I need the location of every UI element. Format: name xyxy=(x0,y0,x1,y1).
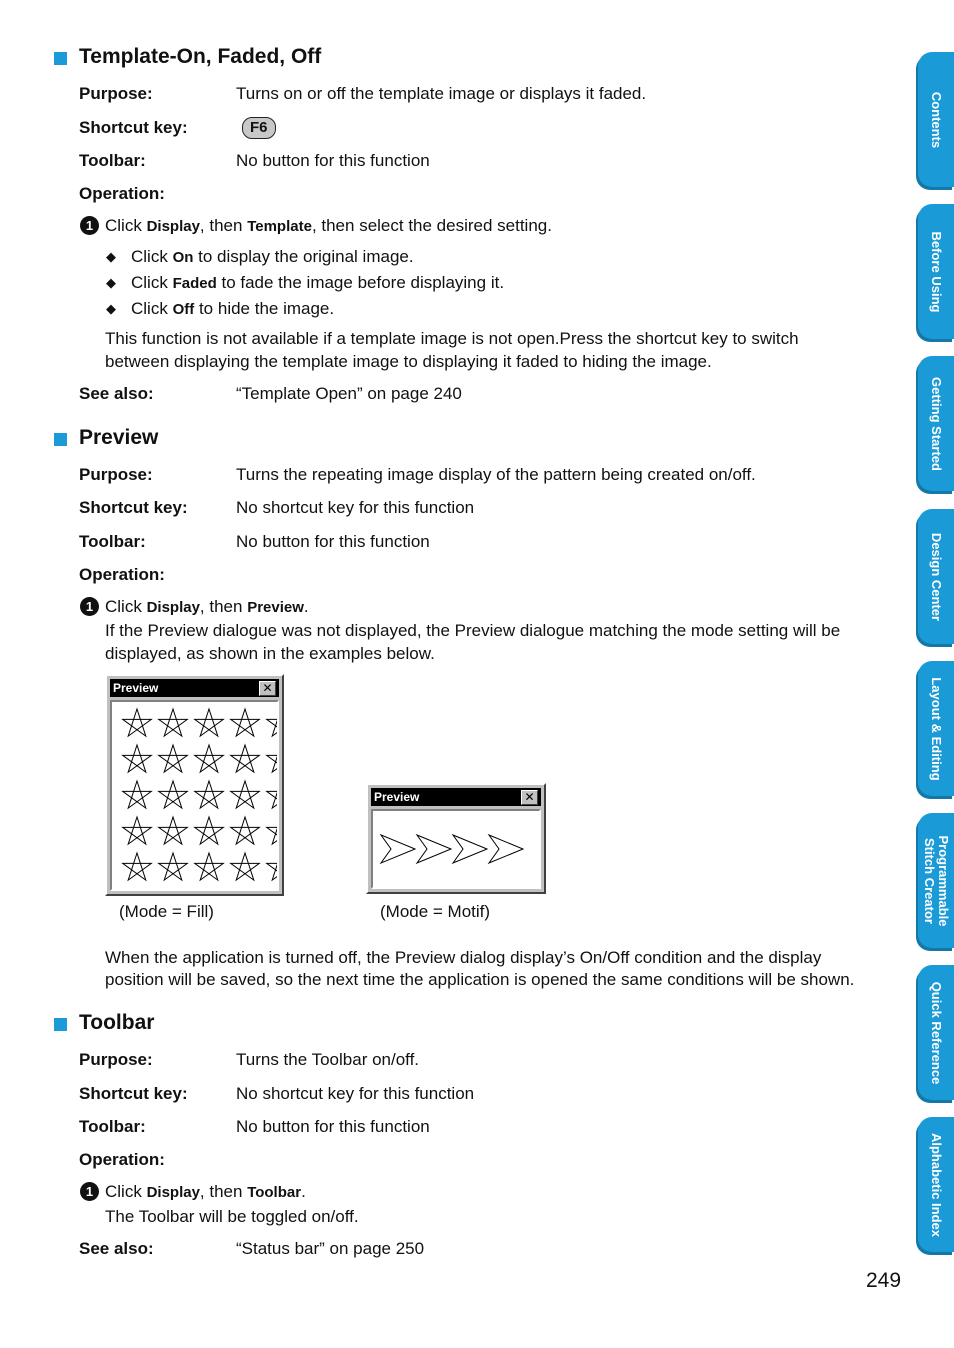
shortcut-label: Shortcut key: xyxy=(79,1084,188,1103)
tab-programmable-stitch-creator[interactable] xyxy=(918,813,954,948)
bullet-item: Click Off to hide the image. xyxy=(131,299,335,318)
arrow-motif xyxy=(381,835,415,863)
tab-contents[interactable] xyxy=(918,52,954,187)
star-motif xyxy=(267,853,277,880)
toolbar-value: No button for this function xyxy=(236,151,430,170)
window-title: Preview xyxy=(113,681,159,695)
see-also-link[interactable]: “Template Open” on page 240 xyxy=(236,384,462,403)
star-motif xyxy=(195,745,224,772)
shortcut-label: Shortcut key: xyxy=(79,118,188,137)
toolbar-label: Toolbar: xyxy=(79,532,146,551)
arrow-pattern-motif xyxy=(373,811,539,887)
step-text: Click Display, then Template, then select the desired setting. xyxy=(105,216,552,235)
purpose-value: Turns the Toolbar on/off. xyxy=(236,1050,420,1069)
close-icon[interactable]: ✕ xyxy=(521,790,538,805)
window-title: Preview xyxy=(374,790,420,804)
step-text: Click Display, then Toolbar. xyxy=(105,1182,306,1201)
purpose-value: Turns the repeating image display of the pattern being created on/off. xyxy=(236,465,756,484)
purpose-label: Purpose: xyxy=(79,465,153,484)
diamond-bullet-icon: ◆ xyxy=(106,301,116,316)
section-marker xyxy=(54,1018,67,1031)
purpose-value: Turns on or off the template image or displays it faded. xyxy=(236,84,647,103)
step-number: 1 xyxy=(80,597,99,616)
star-motif xyxy=(159,817,188,844)
toolbar-value: No button for this function xyxy=(236,1117,430,1136)
tab-label: Programmable Stitch Creator xyxy=(922,834,951,927)
star-motif xyxy=(195,817,224,844)
star-motif xyxy=(231,817,260,844)
step-number: 1 xyxy=(80,216,99,235)
star-motif xyxy=(231,745,260,772)
note-line: When the application is turned off, the Preview dialog display’s On/Off condition and the display xyxy=(105,948,822,967)
tab-label: Before Using xyxy=(929,231,944,312)
tab-label: Layout & Editing xyxy=(929,676,944,781)
star-pattern-fill xyxy=(112,702,277,889)
f6-key-badge: F6 xyxy=(242,117,276,139)
toolbar-label: Toolbar: xyxy=(79,1117,146,1136)
tab-quick-reference[interactable] xyxy=(918,965,954,1100)
star-motif xyxy=(159,709,188,736)
shortcut-value: No shortcut key for this function xyxy=(236,1084,475,1103)
star-motif xyxy=(267,817,277,844)
star-motif xyxy=(159,781,188,808)
star-motif xyxy=(267,709,277,736)
preview-window-motif xyxy=(366,783,546,894)
tab-layout-editing[interactable] xyxy=(918,661,954,796)
section-marker xyxy=(54,52,67,65)
tab-label: Quick Reference xyxy=(929,981,944,1084)
note-line: This function is not available if a template image is not open.Press the shortcut key to switch xyxy=(105,329,799,348)
tab-alphabetic-index[interactable] xyxy=(918,1117,954,1252)
toolbar-value: No button for this function xyxy=(236,532,430,551)
tab-label: Design Center xyxy=(929,532,944,621)
preview-window-fill xyxy=(105,674,284,896)
see-also-label: See also: xyxy=(79,1239,154,1258)
purpose-label: Purpose: xyxy=(79,1050,153,1069)
star-motif xyxy=(123,817,152,844)
tab-label: Getting Started xyxy=(929,376,944,471)
tab-getting-started[interactable] xyxy=(918,356,954,491)
close-icon[interactable]: ✕ xyxy=(259,681,276,696)
star-motif xyxy=(123,853,152,880)
star-motif xyxy=(231,781,260,808)
see-also-link[interactable]: “Status bar” on page 250 xyxy=(236,1239,425,1258)
star-motif xyxy=(195,709,224,736)
purpose-label: Purpose: xyxy=(79,84,153,103)
section-title: Toolbar xyxy=(79,1011,155,1034)
note-line: between displaying the template image to displaying it faded to hiding the image. xyxy=(105,352,712,371)
tab-label: Contents xyxy=(929,91,944,148)
arrow-motif xyxy=(489,835,523,863)
tab-label: Alphabetic Index xyxy=(929,1132,944,1237)
page-number: 249 xyxy=(866,1269,902,1292)
description-line: If the Preview dialogue was not displayed, the Preview dialogue matching the mode setting will be xyxy=(105,621,841,640)
step-text: Click Display, then Preview. xyxy=(105,597,309,616)
arrow-motif xyxy=(417,835,451,863)
diamond-bullet-icon: ◆ xyxy=(106,249,116,264)
star-motif xyxy=(267,781,277,808)
toolbar-label: Toolbar: xyxy=(79,151,146,170)
caption-fill: (Mode = Fill) xyxy=(119,902,214,921)
bullet-item: Click Faded to fade the image before displaying it. xyxy=(131,273,505,292)
star-motif xyxy=(195,781,224,808)
preview-canvas-fill xyxy=(110,700,279,891)
see-also-label: See also: xyxy=(79,384,154,403)
shortcut-value: No shortcut key for this function xyxy=(236,498,475,517)
bullet-item: Click On to display the original image. xyxy=(131,247,414,266)
operation-label: Operation: xyxy=(79,184,165,203)
star-motif xyxy=(231,709,260,736)
caption-motif: (Mode = Motif) xyxy=(380,902,491,921)
shortcut-label: Shortcut key: xyxy=(79,498,188,517)
description-line: displayed, as shown in the examples below. xyxy=(105,644,435,663)
star-motif xyxy=(267,745,277,772)
diamond-bullet-icon: ◆ xyxy=(106,275,116,290)
star-motif xyxy=(123,781,152,808)
arrow-motif xyxy=(453,835,487,863)
star-motif xyxy=(159,853,188,880)
description-line: The Toolbar will be toggled on/off. xyxy=(105,1207,359,1226)
preview-canvas-motif xyxy=(371,809,541,889)
section-marker xyxy=(54,433,67,446)
step-number: 1 xyxy=(80,1182,99,1201)
tab-design-center[interactable] xyxy=(918,509,954,644)
section-title: Preview xyxy=(79,426,159,449)
star-motif xyxy=(231,853,260,880)
window-title-bar xyxy=(110,679,279,697)
operation-label: Operation: xyxy=(79,565,165,584)
section-title: Template-On, Faded, Off xyxy=(79,45,322,68)
star-motif xyxy=(123,745,152,772)
note-line: position will be saved, so the next time the application is opened the same conditions will be shown. xyxy=(105,970,855,989)
star-motif xyxy=(159,745,188,772)
star-motif xyxy=(123,709,152,736)
tab-before-using[interactable] xyxy=(918,204,954,339)
star-motif xyxy=(195,853,224,880)
window-title-bar xyxy=(371,788,541,806)
operation-label: Operation: xyxy=(79,1150,165,1169)
